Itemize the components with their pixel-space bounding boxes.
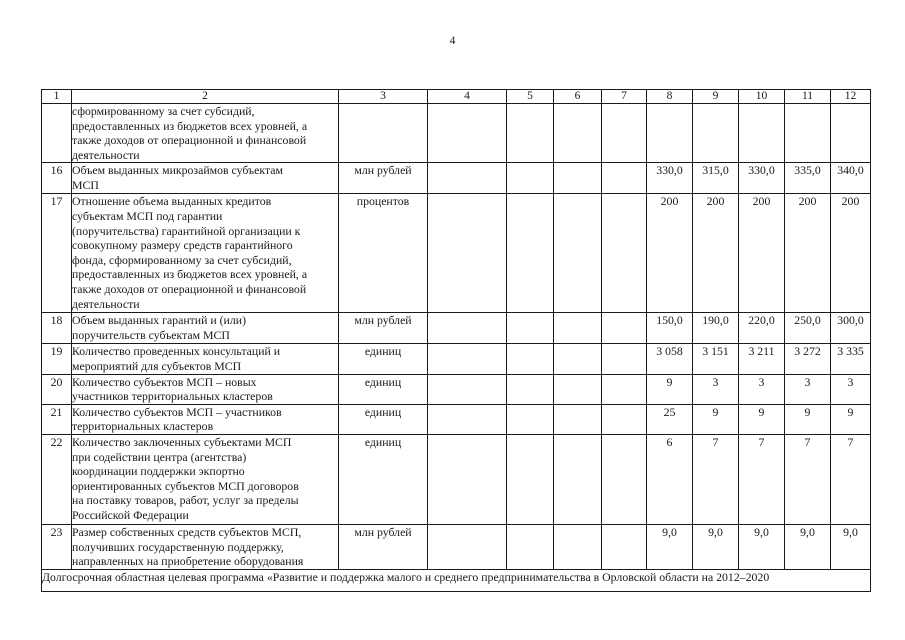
cell-col-5 — [507, 434, 554, 524]
cell-value-col-9: 9 — [693, 404, 739, 434]
cell-value-col-12 — [831, 104, 871, 163]
cell-col-6 — [554, 313, 602, 344]
cell-unit: млн рублей — [339, 163, 428, 194]
cell-col-4 — [428, 374, 507, 404]
cell-col-7 — [602, 404, 647, 434]
cell-indicator-name: Объем выданных гарантий и (или) поручительств субъектам МСП — [72, 313, 339, 344]
cell-value-col-10: 220,0 — [739, 313, 785, 344]
column-header: 7 — [602, 90, 647, 104]
cell-value-col-11: 9,0 — [785, 524, 831, 569]
cell-indicator-name: Количество субъектов МСП – участников территориальных кластеров — [72, 404, 339, 434]
cell-value-col-12: 3 — [831, 374, 871, 404]
cell-col-4 — [428, 404, 507, 434]
cell-value-col-8: 3 058 — [647, 344, 693, 374]
cell-value-col-12: 9,0 — [831, 524, 871, 569]
cell-row-number: 23 — [42, 524, 72, 569]
cell-value-col-10: 3 — [739, 374, 785, 404]
cell-indicator-name: Количество проведенных консультаций и мероприятий для субъектов МСП — [72, 344, 339, 374]
column-header: 3 — [339, 90, 428, 104]
column-header: 6 — [554, 90, 602, 104]
column-header: 1 — [42, 90, 72, 104]
cell-row-number: 22 — [42, 434, 72, 524]
cell-col-7 — [602, 344, 647, 374]
cell-value-col-12: 200 — [831, 194, 871, 313]
cell-value-col-9: 7 — [693, 434, 739, 524]
cell-unit: процентов — [339, 194, 428, 313]
table-row — [42, 524, 871, 569]
cell-unit: единиц — [339, 404, 428, 434]
cell-value-col-8: 6 — [647, 434, 693, 524]
cell-col-5 — [507, 104, 554, 163]
cell-row-number: 19 — [42, 344, 72, 374]
cell-col-7 — [602, 194, 647, 313]
cell-col-6 — [554, 404, 602, 434]
cell-col-7 — [602, 313, 647, 344]
cell-value-col-10: 200 — [739, 194, 785, 313]
cell-value-col-8: 330,0 — [647, 163, 693, 194]
cell-value-col-10 — [739, 104, 785, 163]
cell-col-5 — [507, 194, 554, 313]
cell-col-4 — [428, 344, 507, 374]
table-row — [42, 404, 871, 434]
cell-col-6 — [554, 194, 602, 313]
table-row — [42, 434, 871, 524]
cell-col-4 — [428, 313, 507, 344]
cell-unit: млн рублей — [339, 313, 428, 344]
cell-value-col-9: 190,0 — [693, 313, 739, 344]
column-header: 4 — [428, 90, 507, 104]
cell-value-col-8: 150,0 — [647, 313, 693, 344]
cell-col-7 — [602, 434, 647, 524]
cell-value-col-10: 9,0 — [739, 524, 785, 569]
cell-indicator-name: Отношение объема выданных кредитов субъектам МСП под гарантии (поручительства) гарантийной организации к совокупному размеру средств гарантийного фонда, сформированному за счет субсидий, предоставленных из бюджетов всех уровней, а также доходов от операционной и финансовой деятельности — [72, 194, 339, 313]
column-header: 11 — [785, 90, 831, 104]
table-row — [42, 163, 871, 194]
cell-col-6 — [554, 434, 602, 524]
cell-col-5 — [507, 404, 554, 434]
cell-value-col-8 — [647, 104, 693, 163]
cell-indicator-name: сформированному за счет субсидий, предоставленных из бюджетов всех уровней, а также доходов от операционной и финансовой деятельности — [72, 104, 339, 163]
cell-value-col-10: 3 211 — [739, 344, 785, 374]
cell-value-col-12: 340,0 — [831, 163, 871, 194]
cell-col-4 — [428, 434, 507, 524]
cell-value-col-9: 3 — [693, 374, 739, 404]
cell-unit: единиц — [339, 434, 428, 524]
cell-value-col-8: 200 — [647, 194, 693, 313]
cell-value-col-9: 315,0 — [693, 163, 739, 194]
cell-value-col-10: 9 — [739, 404, 785, 434]
table-row — [42, 194, 871, 313]
column-header: 2 — [72, 90, 339, 104]
cell-col-4 — [428, 104, 507, 163]
cell-value-col-10: 330,0 — [739, 163, 785, 194]
cell-col-6 — [554, 524, 602, 569]
cell-value-col-9: 9,0 — [693, 524, 739, 569]
cell-col-6 — [554, 374, 602, 404]
cell-unit: единиц — [339, 344, 428, 374]
cell-value-col-12: 7 — [831, 434, 871, 524]
column-header: 5 — [507, 90, 554, 104]
cell-value-col-10: 7 — [739, 434, 785, 524]
cell-col-6 — [554, 344, 602, 374]
cell-indicator-name: Количество субъектов МСП – новых участников территориальных кластеров — [72, 374, 339, 404]
program-title-row — [42, 569, 871, 591]
cell-value-col-9: 3 151 — [693, 344, 739, 374]
cell-col-5 — [507, 344, 554, 374]
cell-indicator-name: Размер собственных средств субъектов МСП, получивших государственную поддержку, направленных на приобретение оборудования — [72, 524, 339, 569]
cell-value-col-12: 300,0 — [831, 313, 871, 344]
table-row — [42, 374, 871, 404]
cell-unit: единиц — [339, 374, 428, 404]
cell-col-5 — [507, 313, 554, 344]
cell-unit: млн рублей — [339, 524, 428, 569]
table-row — [42, 344, 871, 374]
cell-row-number: 21 — [42, 404, 72, 434]
table-header-row — [42, 90, 871, 104]
column-header: 10 — [739, 90, 785, 104]
cell-col-5 — [507, 374, 554, 404]
cell-col-4 — [428, 194, 507, 313]
cell-col-6 — [554, 163, 602, 194]
cell-col-4 — [428, 163, 507, 194]
cell-indicator-name: Количество заключенных субъектами МСП при содействии центра (агентства) координации поддержки экпортно ориентированных субъектов МСП договоров на поставку товаров, работ, услуг за пределы Российской Федерации — [72, 434, 339, 524]
cell-value-col-8: 9 — [647, 374, 693, 404]
column-header: 9 — [693, 90, 739, 104]
cell-row-number: 20 — [42, 374, 72, 404]
cell-value-col-12: 9 — [831, 404, 871, 434]
cell-value-col-12: 3 335 — [831, 344, 871, 374]
cell-row-number — [42, 104, 72, 163]
cell-unit — [339, 104, 428, 163]
cell-col-7 — [602, 104, 647, 163]
column-header: 12 — [831, 90, 871, 104]
cell-value-col-9: 200 — [693, 194, 739, 313]
cell-indicator-name: Объем выданных микрозаймов субъектам МСП — [72, 163, 339, 194]
table-row — [42, 104, 871, 163]
cell-col-6 — [554, 104, 602, 163]
cell-col-5 — [507, 524, 554, 569]
cell-value-col-11: 7 — [785, 434, 831, 524]
cell-row-number: 17 — [42, 194, 72, 313]
cell-value-col-11: 250,0 — [785, 313, 831, 344]
cell-col-7 — [602, 163, 647, 194]
cell-value-col-8: 9,0 — [647, 524, 693, 569]
cell-value-col-11: 335,0 — [785, 163, 831, 194]
indicators-table — [41, 89, 871, 592]
cell-value-col-9 — [693, 104, 739, 163]
cell-col-4 — [428, 524, 507, 569]
program-title: Долгосрочная областная целевая программа «Развитие и поддержка малого и среднего предпринимательства в Орловской области на 2012–2020 — [42, 569, 871, 591]
cell-value-col-11 — [785, 104, 831, 163]
table-row — [42, 313, 871, 344]
cell-value-col-11: 3 272 — [785, 344, 831, 374]
cell-value-col-11: 9 — [785, 404, 831, 434]
cell-col-7 — [602, 524, 647, 569]
cell-value-col-11: 200 — [785, 194, 831, 313]
column-header: 8 — [647, 90, 693, 104]
table-body — [42, 90, 871, 570]
cell-value-col-8: 25 — [647, 404, 693, 434]
cell-value-col-11: 3 — [785, 374, 831, 404]
page-number: 4 — [449, 35, 456, 47]
cell-row-number: 18 — [42, 313, 72, 344]
cell-col-5 — [507, 163, 554, 194]
cell-col-7 — [602, 374, 647, 404]
cell-row-number: 16 — [42, 163, 72, 194]
